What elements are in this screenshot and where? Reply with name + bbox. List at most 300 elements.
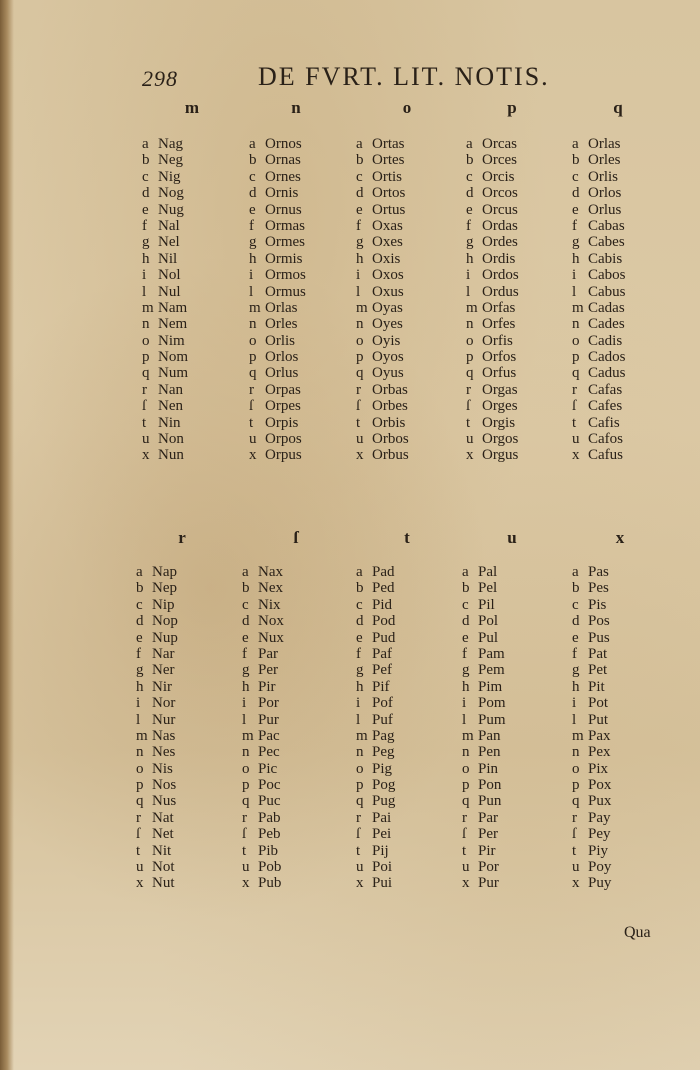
cipher-entry [572, 333, 626, 349]
cipher-entry [356, 169, 409, 185]
cipher-entry [356, 349, 409, 365]
entry-letter: c [572, 596, 579, 613]
cipher-entry [356, 630, 395, 646]
entry-code: Pen [478, 744, 501, 761]
entry-letter: t [142, 414, 147, 431]
entry-code: Orbas [372, 381, 408, 398]
entry-code: Pim [478, 678, 503, 695]
entry-code: Orgus [482, 447, 519, 464]
entry-code: Orpis [265, 414, 299, 431]
entry-letter: m [136, 727, 148, 744]
cipher-entry [136, 712, 178, 728]
cipher-entry [136, 728, 178, 744]
cipher-entry [356, 447, 409, 463]
entry-code: Pef [372, 662, 392, 679]
entry-letter: ſ [136, 826, 141, 843]
entry-code: Nan [158, 381, 183, 398]
entry-letter: l [572, 711, 577, 728]
entry-letter: o [142, 332, 150, 349]
entry-code: Orlus [265, 365, 299, 382]
cipher-entry [462, 761, 506, 777]
entry-letter: l [242, 711, 247, 728]
entry-letter: h [356, 678, 364, 695]
entry-letter: f [356, 645, 361, 662]
cipher-entry [356, 679, 395, 695]
entry-letter: g [249, 234, 257, 251]
entry-letter: h [462, 678, 470, 695]
entry-code: Orcos [482, 185, 518, 202]
cipher-entry [356, 234, 409, 250]
entry-code: Nux [258, 629, 284, 646]
entry-code: Nex [258, 580, 283, 597]
entry-letter: ſ [462, 826, 467, 843]
entry-letter: b [462, 580, 470, 597]
cipher-entry [356, 365, 409, 381]
entry-letter: a [462, 564, 469, 580]
page-gutter [0, 0, 14, 1070]
entry-code: Oxis [372, 250, 401, 267]
entry-code: Ordis [482, 250, 516, 267]
column-heading: ſ [293, 528, 299, 547]
cipher-entry [142, 234, 188, 250]
cipher-entry [572, 564, 611, 580]
entry-code: Per [258, 662, 278, 679]
entry-letter: r [249, 381, 254, 398]
cipher-entry [142, 284, 188, 300]
entry-letter: x [572, 447, 580, 464]
cipher-entry [572, 793, 611, 809]
entry-code: Pob [258, 859, 282, 876]
cipher-entry [572, 662, 611, 678]
cipher-entry [466, 169, 519, 185]
cipher-entry [142, 431, 188, 447]
cipher-entry [466, 447, 519, 463]
cipher-entry [142, 300, 188, 316]
entry-code: Ormis [265, 250, 303, 267]
column-heading: t [404, 528, 410, 547]
entry-letter: b [466, 152, 474, 169]
entry-code: Ordes [482, 234, 518, 251]
cipher-entry [462, 712, 506, 728]
entry-letter: h [466, 250, 474, 267]
entry-code: Non [158, 431, 184, 448]
cipher-entry [356, 777, 395, 793]
entry-code: Nap [152, 564, 177, 580]
entry-letter: q [462, 793, 470, 810]
column-heading: o [402, 98, 412, 117]
entry-code: Pax [588, 727, 611, 744]
entry-letter: a [249, 136, 256, 152]
entry-letter: b [356, 580, 364, 597]
cipher-entry [572, 777, 611, 793]
entry-code: Nas [152, 727, 176, 744]
cipher-entry [462, 679, 506, 695]
entry-code: Ortus [372, 201, 406, 218]
cipher-entry [242, 843, 284, 859]
entry-code: Ordas [482, 217, 518, 234]
entry-code: Pas [588, 564, 609, 580]
entry-letter: r [466, 381, 471, 398]
entry-letter: i [462, 695, 467, 712]
entry-letter: u [242, 859, 250, 876]
cipher-entry [572, 712, 611, 728]
cipher-entry [462, 793, 506, 809]
entry-letter: f [572, 645, 577, 662]
entry-letter: p [466, 349, 474, 366]
entry-code: Nup [152, 629, 178, 646]
entry-code: Poc [258, 777, 281, 794]
entry-letter: d [462, 613, 470, 630]
entry-letter: n [462, 744, 470, 761]
entry-letter: e [466, 201, 473, 218]
cipher-entry [356, 202, 409, 218]
entry-letter: n [572, 744, 580, 761]
entry-letter: u [572, 431, 580, 448]
entry-letter: a [356, 136, 363, 152]
cipher-entry [572, 679, 611, 695]
cipher-entry [142, 169, 188, 185]
cipher-entry [242, 761, 284, 777]
entry-code: Pux [588, 793, 612, 810]
entry-code: Nix [258, 596, 281, 613]
entry-letter: b [572, 580, 580, 597]
cipher-entry [136, 679, 178, 695]
cipher-entry [466, 333, 519, 349]
cipher-entry [249, 431, 306, 447]
cipher-entry [356, 875, 395, 891]
entry-letter: i [136, 695, 141, 712]
entry-letter: g [466, 234, 474, 251]
entry-code: Pan [478, 727, 501, 744]
entry-letter: ſ [356, 826, 361, 843]
entry-code: Orles [588, 152, 621, 169]
running-title: DE FVRT. LIT. NOTIS. [258, 62, 550, 91]
entry-letter: f [136, 645, 141, 662]
cipher-entry [249, 349, 306, 365]
cipher-entry [142, 136, 188, 152]
entry-code: Cafes [588, 398, 623, 415]
cipher-entry [356, 136, 409, 152]
cipher-entry [462, 613, 506, 629]
cipher-entry [572, 218, 626, 234]
cipher-entry [466, 382, 519, 398]
entry-letter: n [356, 316, 364, 333]
entry-letter: c [356, 168, 363, 185]
entry-letter: c [356, 596, 363, 613]
cipher-entry [249, 300, 306, 316]
entry-letter: e [356, 629, 363, 646]
entry-code: Pun [478, 793, 502, 810]
entry-code: Pec [258, 744, 280, 761]
cipher-entry [572, 349, 626, 365]
entry-code: Pel [478, 580, 498, 597]
entry-code: Pij [372, 842, 389, 859]
entry-code: Ortos [372, 185, 406, 202]
entry-letter: e [572, 629, 579, 646]
entry-code: Nag [158, 136, 183, 152]
entry-letter: b [356, 152, 364, 169]
entry-code: Pub [258, 875, 282, 892]
entry-code: Not [152, 859, 175, 876]
cipher-entry [249, 136, 306, 152]
entry-code: Ortas [372, 136, 405, 152]
entry-letter: i [249, 267, 254, 284]
entry-code: Oxos [372, 267, 404, 284]
entry-code: Cabes [588, 234, 625, 251]
cipher-entry [572, 580, 611, 596]
entry-letter: a [356, 564, 363, 580]
entry-code: Orlis [265, 332, 295, 349]
cipher-entry [572, 202, 626, 218]
entry-code: Pog [372, 777, 396, 794]
entry-letter: r [572, 809, 577, 826]
cipher-entry [136, 875, 178, 891]
entry-letter: h [136, 678, 144, 695]
entry-code: Pab [258, 809, 281, 826]
cipher-entry [249, 398, 306, 414]
cipher-entry [466, 185, 519, 201]
catchword: Qua [624, 924, 651, 941]
entry-code: Cades [588, 316, 625, 333]
cipher-entry [136, 564, 178, 580]
entry-letter: o [466, 332, 474, 349]
entry-letter: o [572, 760, 580, 777]
cipher-entry [572, 398, 626, 414]
entry-code: Orlos [588, 185, 622, 202]
entry-code: Put [588, 711, 609, 728]
cipher-entry [242, 564, 284, 580]
page-number: 298 [142, 66, 178, 91]
entry-code: Pil [478, 596, 495, 613]
cipher-entry [356, 597, 395, 613]
cipher-entry [249, 316, 306, 332]
entry-letter: f [572, 217, 577, 234]
cipher-entry [462, 826, 506, 842]
entry-code: Oyos [372, 349, 404, 366]
entry-letter: b [142, 152, 150, 169]
cipher-entry [466, 316, 519, 332]
entry-code: Piy [588, 842, 609, 859]
cipher-column [242, 564, 284, 892]
entry-letter: l [462, 711, 467, 728]
entry-code: Oxas [372, 217, 403, 234]
entry-letter: t [462, 842, 467, 859]
cipher-entry [356, 826, 395, 842]
entry-code: Nul [158, 283, 181, 300]
entry-letter: l [249, 283, 254, 300]
entry-code: Pir [478, 842, 496, 859]
entry-code: Pex [588, 744, 611, 761]
entry-code: Orbus [372, 447, 409, 464]
cipher-entry [242, 744, 284, 760]
entry-code: Nos [152, 777, 177, 794]
entry-code: Ner [152, 662, 175, 679]
entry-letter: d [356, 613, 364, 630]
entry-letter: f [249, 217, 254, 234]
cipher-entry [572, 810, 611, 826]
cipher-entry [356, 712, 395, 728]
entry-code: Orpas [265, 381, 301, 398]
entry-letter: c [462, 596, 469, 613]
entry-code: Oyes [372, 316, 403, 333]
entry-letter: o [242, 760, 250, 777]
cipher-entry [242, 728, 284, 744]
entry-code: Orfes [482, 316, 516, 333]
entry-letter: o [572, 332, 580, 349]
cipher-entry [242, 646, 284, 662]
entry-code: Pus [588, 629, 610, 646]
entry-code: Orges [482, 398, 518, 415]
entry-code: Pud [372, 629, 396, 646]
entry-code: Poy [588, 859, 612, 876]
cipher-entry [462, 810, 506, 826]
cipher-entry [462, 662, 506, 678]
entry-letter: g [142, 234, 150, 251]
entry-code: Orlus [588, 201, 622, 218]
cipher-entry [462, 744, 506, 760]
entry-code: Paf [372, 645, 392, 662]
entry-letter: o [462, 760, 470, 777]
entry-code: Orbos [372, 431, 409, 448]
entry-letter: r [242, 809, 247, 826]
cipher-entry [242, 826, 284, 842]
cipher-entry [572, 185, 626, 201]
cipher-entry [572, 169, 626, 185]
cipher-entry [242, 875, 284, 891]
cipher-entry [142, 415, 188, 431]
cipher-entry [136, 843, 178, 859]
cipher-entry [242, 662, 284, 678]
entry-code: Nol [158, 267, 181, 284]
cipher-entry [466, 152, 519, 168]
entry-letter: i [356, 695, 361, 712]
cipher-entry [242, 613, 284, 629]
cipher-column [572, 136, 626, 464]
entry-letter: g [356, 662, 364, 679]
entry-code: Ornis [265, 185, 299, 202]
entry-letter: q [136, 793, 144, 810]
entry-code: Nip [152, 596, 175, 613]
entry-code: Peg [372, 744, 395, 761]
entry-letter: q [572, 793, 580, 810]
entry-letter: a [136, 564, 143, 580]
entry-letter: ſ [249, 398, 254, 415]
cipher-entry [466, 202, 519, 218]
entry-letter: o [356, 760, 364, 777]
entry-letter: l [356, 711, 361, 728]
entry-letter: e [462, 629, 469, 646]
entry-letter: u [466, 431, 474, 448]
cipher-entry [356, 793, 395, 809]
entry-code: Orcis [482, 168, 515, 185]
cipher-entry [356, 333, 409, 349]
entry-code: Pos [588, 613, 610, 630]
cipher-entry [356, 662, 395, 678]
entry-letter: c [242, 596, 249, 613]
entry-code: Pod [372, 613, 396, 630]
entry-code: Puc [258, 793, 281, 810]
cipher-entry [572, 761, 611, 777]
entry-letter: b [136, 580, 144, 597]
entry-letter: l [356, 283, 361, 300]
entry-code: Ornas [265, 152, 301, 169]
entry-code: Pol [478, 613, 499, 630]
cipher-entry [572, 843, 611, 859]
cipher-entry [572, 316, 626, 332]
entry-code: Nat [152, 809, 174, 826]
entry-letter: p [462, 777, 470, 794]
entry-code: Orgos [482, 431, 519, 448]
entry-code: Ornos [265, 136, 302, 152]
cipher-entry [249, 185, 306, 201]
entry-letter: g [356, 234, 364, 251]
entry-code: Oyis [372, 332, 401, 349]
entry-code: Orlas [265, 299, 298, 316]
cipher-column [136, 564, 178, 892]
cipher-entry [572, 728, 611, 744]
cipher-entry [356, 646, 395, 662]
entry-letter: u [136, 859, 144, 876]
entry-code: Nor [152, 695, 176, 712]
cipher-entry [136, 646, 178, 662]
entry-letter: p [136, 777, 144, 794]
entry-letter: n [466, 316, 474, 333]
entry-code: Oyas [372, 299, 403, 316]
cipher-entry [242, 679, 284, 695]
column-heading: p [507, 98, 517, 117]
entry-code: Pur [478, 875, 499, 892]
entry-letter: g [572, 662, 580, 679]
entry-letter: e [242, 629, 249, 646]
cipher-entry [242, 712, 284, 728]
cipher-entry [356, 761, 395, 777]
entry-letter: h [572, 678, 580, 695]
entry-letter: x [242, 875, 250, 892]
cipher-entry [356, 382, 409, 398]
entry-code: Cabus [588, 283, 626, 300]
entry-letter: t [136, 842, 141, 859]
entry-code: Orfas [482, 299, 516, 316]
cipher-entry [249, 284, 306, 300]
entry-letter: d [249, 185, 257, 202]
cipher-entry [466, 234, 519, 250]
cipher-entry [572, 136, 626, 152]
cipher-entry [136, 826, 178, 842]
entry-code: Nir [152, 678, 172, 695]
entry-letter: n [142, 316, 150, 333]
entry-code: Ormas [265, 217, 305, 234]
cipher-entry [249, 202, 306, 218]
entry-code: Orpos [265, 431, 302, 448]
entry-code: Pal [478, 564, 498, 580]
entry-letter: m [462, 727, 474, 744]
cipher-entry [572, 431, 626, 447]
cipher-entry [466, 251, 519, 267]
cipher-entry [142, 185, 188, 201]
entry-code: Cados [588, 349, 626, 366]
entry-code: Nog [158, 185, 184, 202]
cipher-column [142, 136, 188, 464]
cipher-entry [466, 398, 519, 414]
cipher-entry [356, 185, 409, 201]
entry-code: Pes [588, 580, 609, 597]
cipher-entry [466, 349, 519, 365]
entry-letter: m [572, 727, 584, 744]
cipher-entry [462, 646, 506, 662]
cipher-entry [466, 415, 519, 431]
entry-code: Ornus [265, 201, 302, 218]
entry-letter: b [572, 152, 580, 169]
